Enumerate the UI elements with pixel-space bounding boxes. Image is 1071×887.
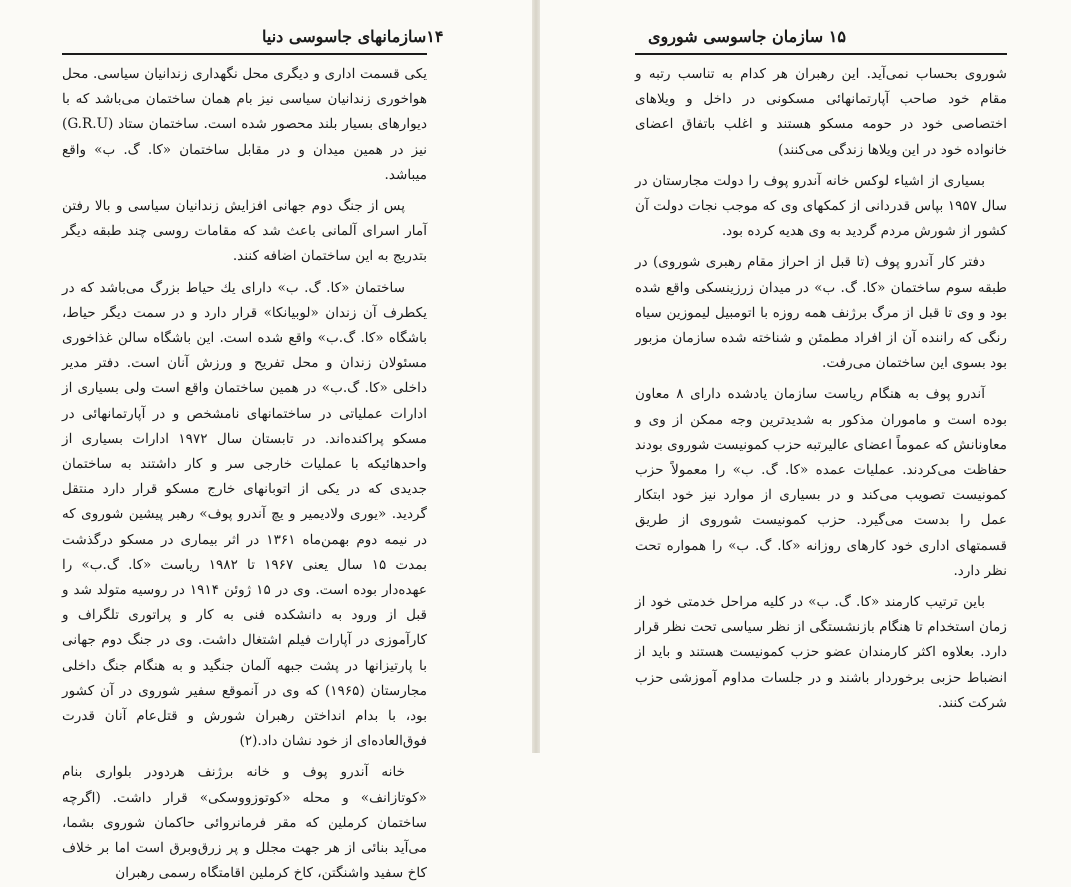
right-paragraph-4: آندرو پوف به هنگام ریاست سازمان یادشده دارای ۸ معاون بوده است و ماموران مذکور به شدیدترین وجه ممکن از وی و معاونانش که عموماً اعضای عالیرتبه حزب کمونیست شوروی بودند حفاظت می‌کردند. عملیات عمده «کا. گ. ب» را معمولاً حزب کمونیست تصویب می‌کند و در بسیاری از موارد نیز خود ابتکار عمل را بدست می‌گیرد. حزب کمونیست شوروی از طریق قسمتهای اداری خود کارهای روزانه «کا. گ. ب» را همواره تحت نظر دارد. xyxy=(635,386,1007,579)
right-paragraph-1: شوروی بحساب نمی‌آید. این رهبران هر کدام به تناسب رتبه و مقام خود صاحب آپارتمانهائی مسکونی در داخل و ویلاهای اختصاصی خود در حومه مسکو هستند و اغلب باتفاق اعضای خانواده خود در این ویلاها زندگی می‌کنند) xyxy=(635,66,1007,158)
right-page-header xyxy=(540,24,1071,50)
book-spine xyxy=(532,0,540,753)
left-paragraph-3: ساختمان «کا. گ. ب» دارای یك حیاط بزرگ می‌باشد که در یکطرف آن زندان «لوبیانکا» قرار دارد و در سمت دیگر حیاط، باشگاه «کا. گ.ب» واقع شده است. این باشگاه سالن غذاخوری مسئولان زندان و محل تفریح و ورزش آنان است. دفتر مدیر داخلی «کا. گ.ب» در همین ساختمان واقع است ولی بسیاری از ادارات عملیاتی در ساختمانهای نامشخص و در آپارتمانهائی در مسکو پراکنده‌اند. در تابستان سال ۱۹۷۲ ادارات بسیاری از واحدهائیکه با عملیات خارجی سر و کار داشتند به ساختمان جدیدی که در یکی از اتوبانهای خارج مسکو قرار دارد منتقل گردید. «یوری ولادیمیر و یچ آندرو پوف» رهبر پیشین شوروی که در نیمه دوم بهمن‌ماه ۱۳۶۱ در اثر بیماری در مسکو درگذشت بمدت ۱۵ سال یعنی ۱۹۶۷ تا ۱۹۸۲ ریاست «کا. گ.ب» را عهده‌دار بوده است. وی در ۱۵ ژوئن ۱۹۱۴ در روسیه متولد شد و قبل از ورود به دانشکده فنی به کار و پراتوری تلگراف و کارآموزی در آپارات فیلم اشتغال داشت. وی در جنگ دوم جهانی با پارتیزانها در پشت جبهه آلمان جنگید و به هنگام جنگ داخلی مجارستان (۱۹۶۵) که وی در آنموقع سفیر شوروی در آن کشور بود، با بدام انداختن رهبران شورش و قتل‌عام آنان قدرت فوق‌العاده‌ای از خود نشان داد.(۲) xyxy=(62,279,428,750)
right-paragraph-2: بسیاری از اشیاء لوکس خانه آندرو پوف را دولت مجارستان در سال ۱۹۵۷ بپاس قدردانی از کمکهای وی که موجب نجات دولت آن کشور از شورش مردم گردید به وی هدیه کرده بود. xyxy=(635,172,1007,240)
left-page xyxy=(0,0,532,882)
right-page-body xyxy=(635,62,1007,753)
left-page-header xyxy=(0,24,532,50)
right-page xyxy=(540,0,1071,753)
left-header-rule xyxy=(62,53,427,55)
left-paragraph-1: یکی قسمت اداری و دیگری محل نگهداری زندانیان سیاسی. محل هواخوری زندانیان سیاسی نیز بام همان ساختمان می‌باشد که با دیوارهای بسیار بلند محصور شده است. ساختمان ستاد (G.R.U) نیز در همین میدان و در مقابل ساختمان «کا. گ. ب» واقع میباشد. xyxy=(62,66,427,183)
right-paragraph-5: باین ترتیب کارمند «کا. گ. ب» در کلیه مراحل خدمتی خود از زمان استخدام تا هنگام بازنشستگی از نظر سیاسی تحت نظر قرار دارد. بعلاوه اکثر کارمندان عضو حزب کمونیست هستند و باید از انضباط حزبی برخوردار باشند و در جلسات مداوم آموزشی حزب شرکت کنند. xyxy=(635,594,1007,711)
right-page-running-title: ۱۵ سازمان جاسوسی شوروی xyxy=(648,27,846,46)
right-paragraph-3: دفتر کار آندرو پوف (تا قبل از احراز مقام رهبری شوروی) در طبقه سوم ساختمان «کا. گ. ب» در میدان زرزینسکی واقع شده بود و وی تا قبل از مرگ برژنف همه روزه با اتومبیل لیموزین سیاه رنگی که راننده آن از افراد مطمئن و شناخته شده سازمان مزبور بود بسوی این ساختمان می‌رفت. xyxy=(635,254,1007,372)
left-paragraph-4: خانه آندرو پوف و خانه برژنف هردودر بلواری بنام «کوتازانف» و محله «کوتوزووسکی» قرار داشت. (اگرچه ساختمان کرملین که مقر فرمانروائی حاکمان شوروی بشما، می‌آید بنائی از هر جهت مجلل و پر زرق‌وبرق است اما بر خلاف کاخ سفید واشنگتن، کاخ کرملین اقامتگاه رسمی رهبران xyxy=(62,764,427,882)
left-page-body xyxy=(62,62,428,882)
left-page-running-title: ۱۴سازمانهای جاسوسی دنیا xyxy=(262,27,444,46)
right-header-rule xyxy=(635,53,1007,55)
left-paragraph-2: پس از جنگ دوم جهانی افزایش زندانیان سیاسی و بالا رفتن آمار اسرای آلمانی باعث شد که مقامات روسی چند طبقه دیگر بتدریج به این ساختمان اضافه کنند. xyxy=(62,198,427,265)
